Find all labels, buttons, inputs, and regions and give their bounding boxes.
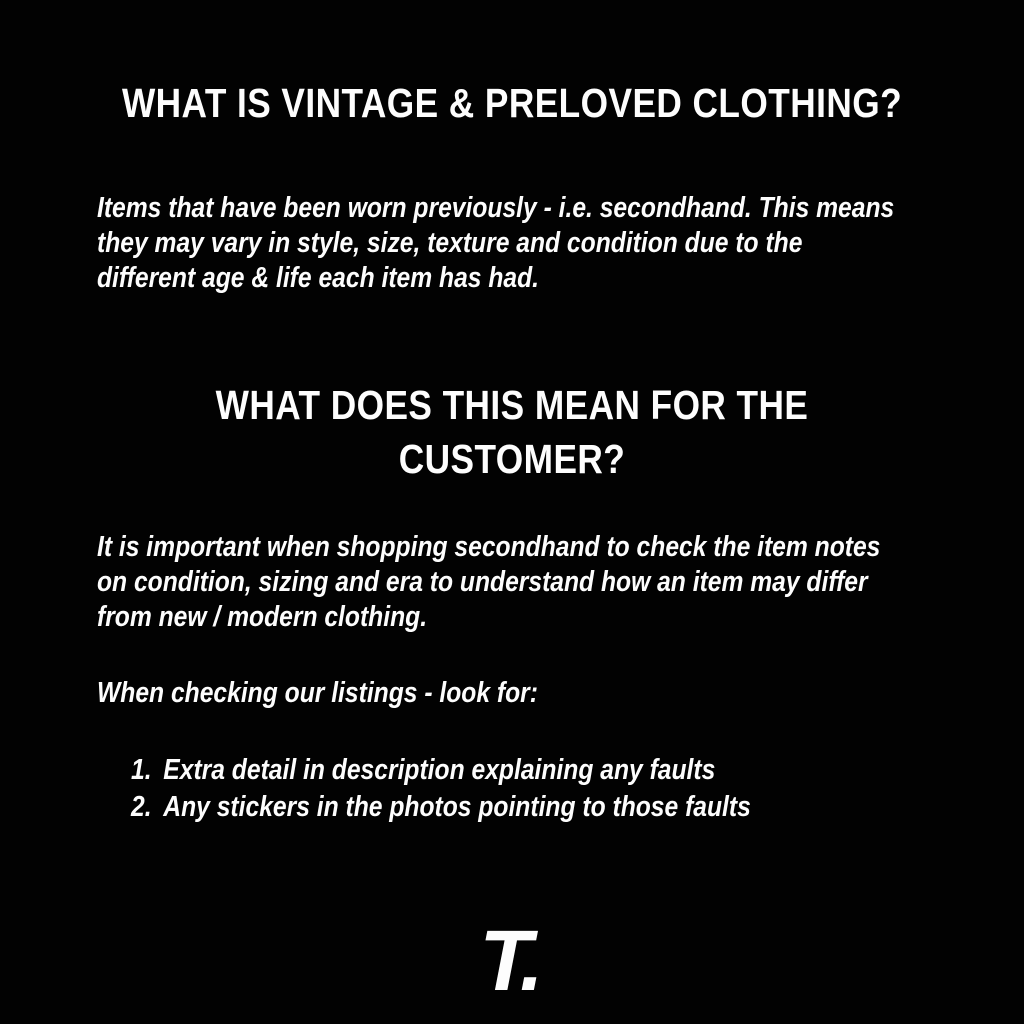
checklist xyxy=(97,752,906,826)
intro-paragraph: Items that have been worn previously - i.e. secondhand. This means they may vary in style, size, texture and condition due to the different age & life each item has had. xyxy=(97,192,895,294)
customer-info-paragraph: It is important when shopping secondhand to check the item notes on condition, sizing and era to understand how an item may differ from new / modern clothing. xyxy=(97,531,881,633)
checklist-item-text: Extra detail in description explaining any faults xyxy=(163,754,716,786)
brand-logo: T. xyxy=(471,913,553,1009)
checklist-item-number: 2. xyxy=(131,791,152,823)
section-subtitle: WHAT DOES THIS MEAN FOR THE CUSTOMER? xyxy=(215,382,809,482)
page-title: WHAT IS VINTAGE & PRELOVED CLOTHING? xyxy=(121,80,903,126)
listings-intro-line: When checking our listings - look for: xyxy=(97,677,538,709)
checklist-item-number: 1. xyxy=(131,754,152,786)
checklist-item-text: Any stickers in the photos pointing to those faults xyxy=(163,791,751,823)
checklist-item xyxy=(97,752,906,789)
checklist-item xyxy=(97,789,906,826)
